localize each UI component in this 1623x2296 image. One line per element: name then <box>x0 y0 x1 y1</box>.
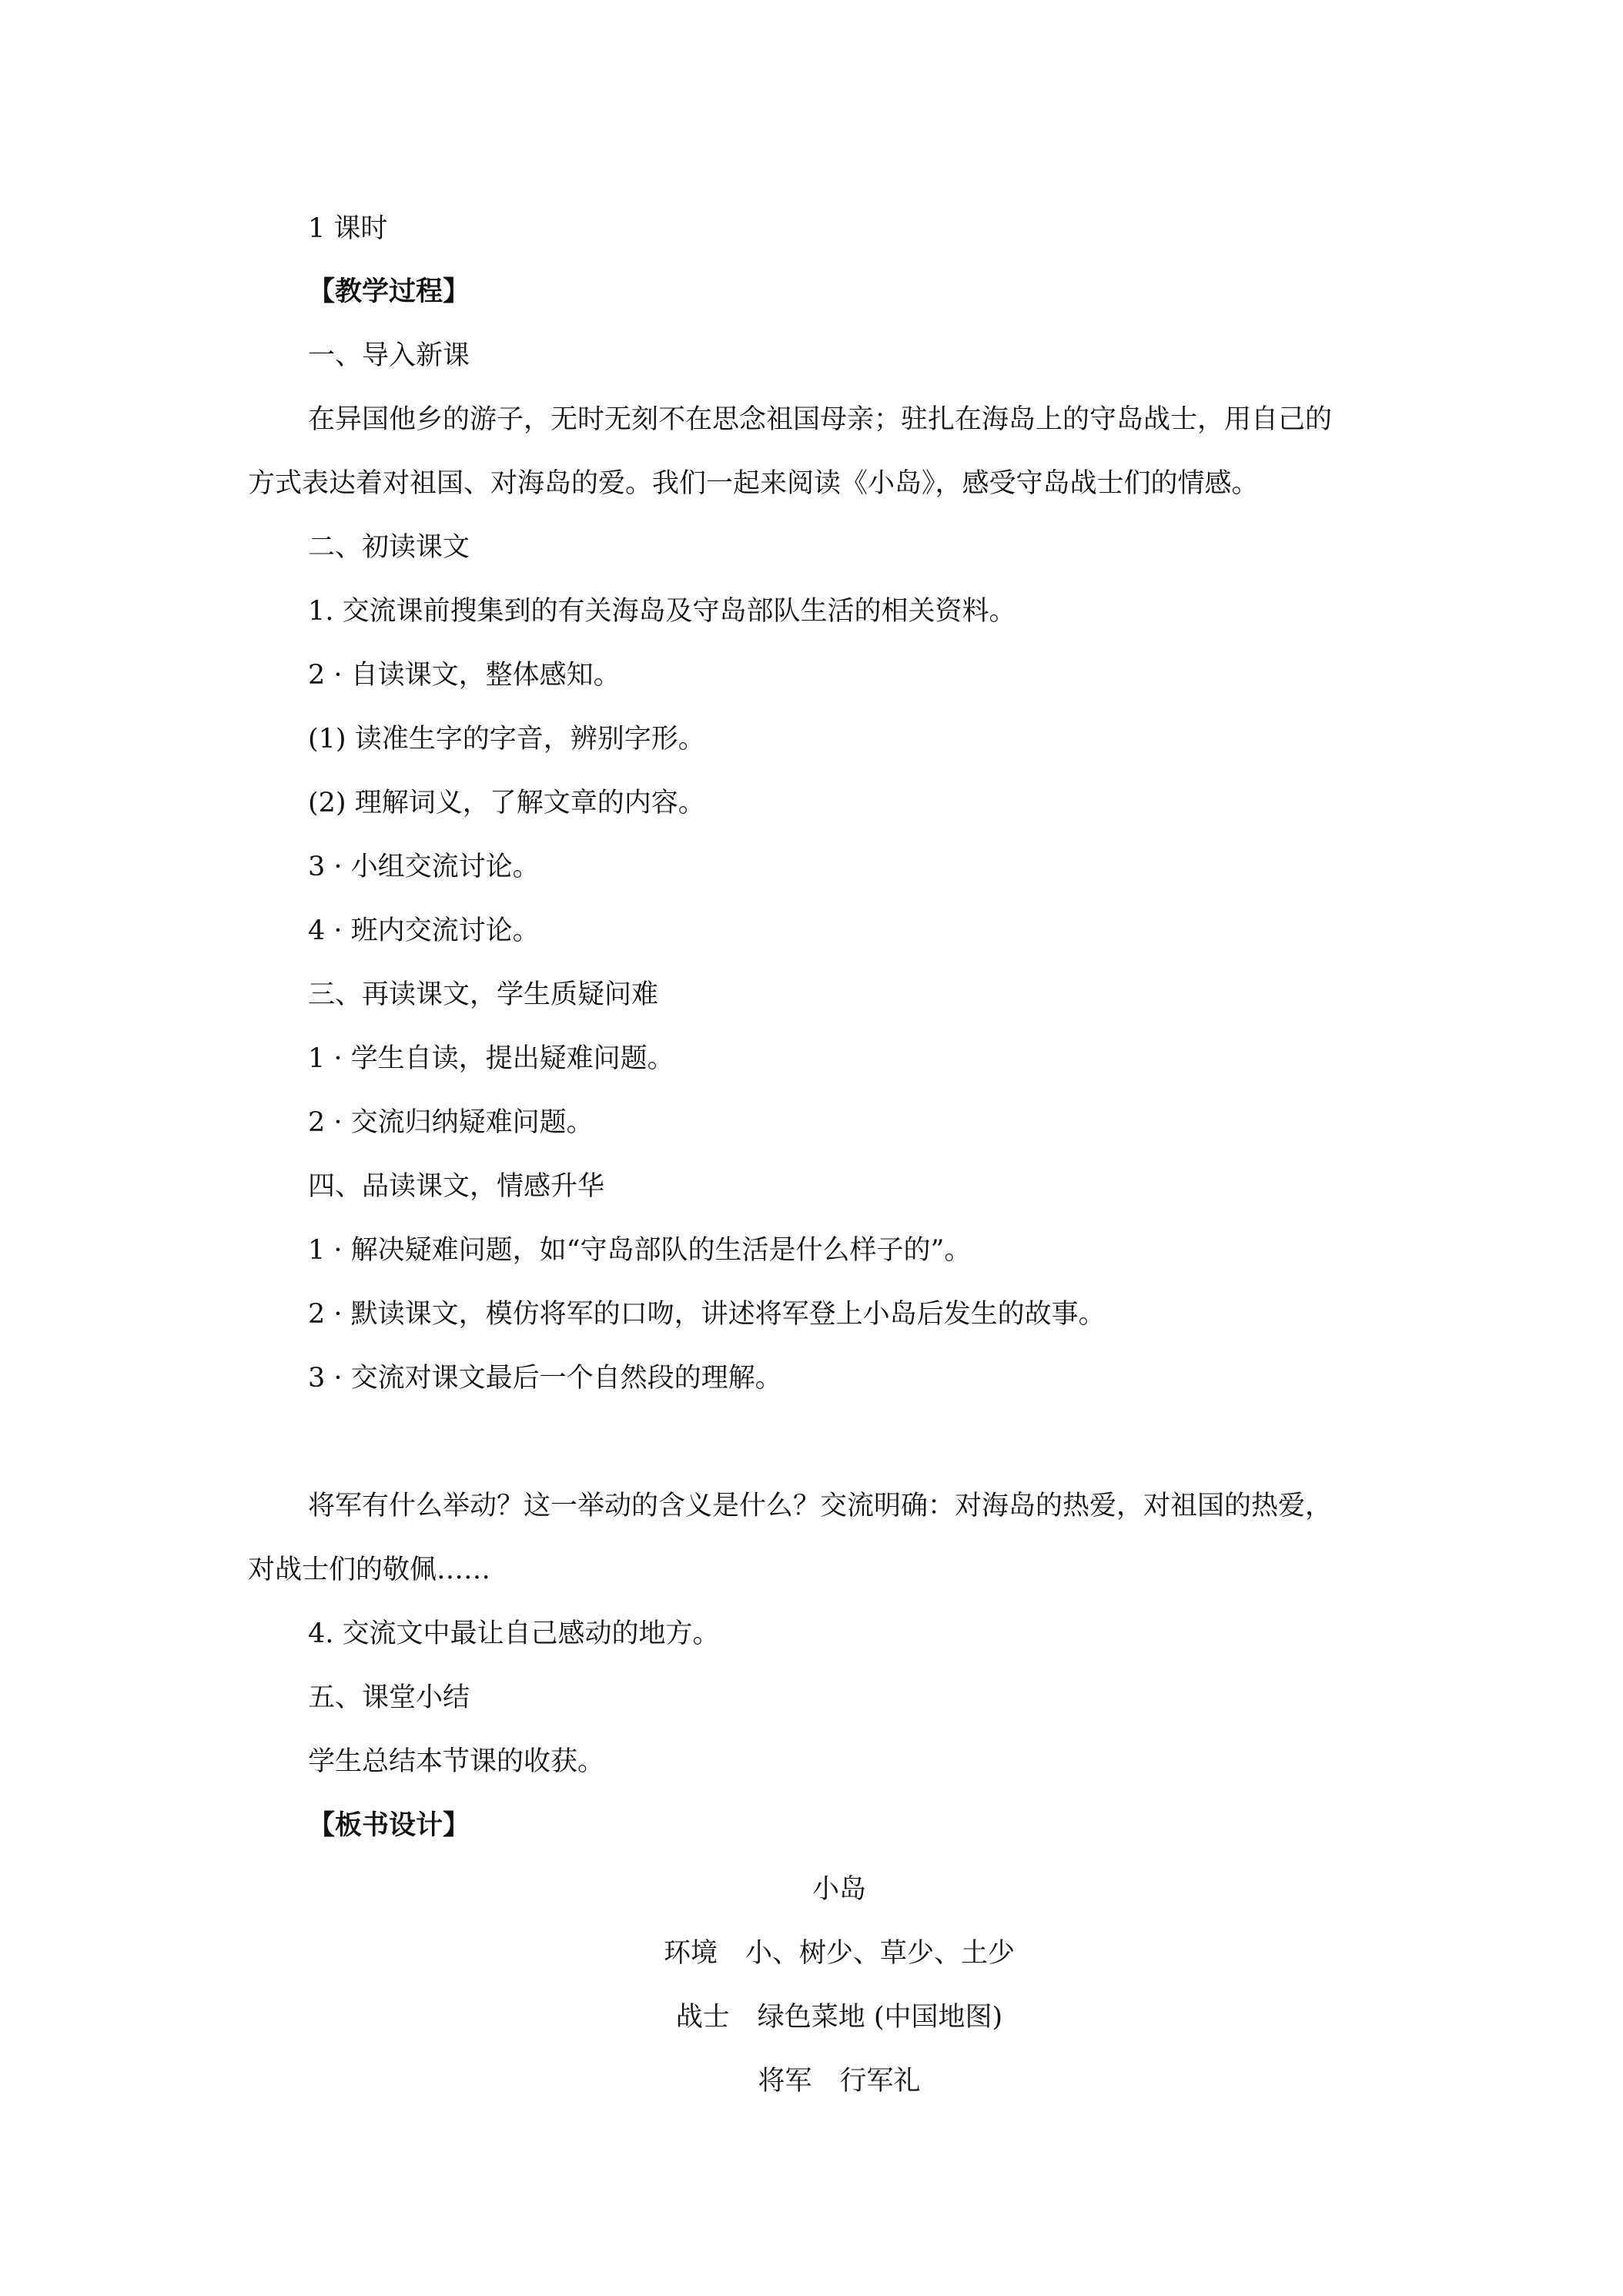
section-heading-rereading: 三、再读课文，学生质疑问难 <box>308 979 659 1010</box>
summary-paragraph: 学生总结本节课的收获。 <box>308 1746 605 1777</box>
list-item: 1 · 学生自读，提出疑难问题。 <box>308 1043 674 1074</box>
general-paragraph-line-2: 对战士们的敬佩…… <box>248 1555 491 1585</box>
board-row-environment <box>0 1935 1623 1972</box>
section-heading-appreciation: 四、品读课文，情感升华 <box>308 1171 605 1202</box>
board-row-label: 战士 <box>675 2002 730 2033</box>
list-item: 2 · 交流归纳疑难问题。 <box>308 1107 594 1138</box>
list-item: 4 · 班内交流讨论。 <box>308 915 540 946</box>
board-row-value: 小、树少、草少、土少 <box>745 1938 1016 1969</box>
list-item: 3 · 小组交流讨论。 <box>308 852 540 882</box>
section-heading-first-reading: 二、初读课文 <box>308 532 470 563</box>
sub-list-item: (2) 理解词义，了解文章的内容。 <box>308 788 705 818</box>
board-row-label: 将军 <box>758 2066 812 2097</box>
board-title: 小岛 <box>812 1874 866 1905</box>
board-row-value: 行军礼 <box>839 2066 921 2097</box>
list-item: 3 · 交流对课文最后一个自然段的理解。 <box>308 1363 782 1394</box>
board-row-general <box>0 2063 1623 2100</box>
board-row-soldiers <box>0 1999 1623 2036</box>
list-item: 1 · 解决疑难问题，如“守岛部队的生活是什么样子的”。 <box>308 1235 972 1266</box>
list-item: 1. 交流课前搜集到的有关海岛及守岛部队生活的相关资料。 <box>308 596 1016 627</box>
section-heading-intro: 一、导入新课 <box>308 340 470 371</box>
list-item: 2 · 默读课文，模仿将军的口吻，讲述将军登上小岛后发生的故事。 <box>308 1299 1106 1330</box>
list-item: 4. 交流文中最让自己感动的地方。 <box>308 1618 720 1649</box>
sub-list-item: (1) 读准生字的字音，辨别字形。 <box>308 724 705 755</box>
board-row-label: 环境 <box>663 1938 718 1969</box>
lesson-duration: 1 课时 <box>308 213 388 244</box>
section-heading-summary: 五、课堂小结 <box>308 1682 470 1713</box>
board-row-value: 绿色菜地 (中国地图) <box>757 2002 1003 2033</box>
list-item: 2 · 自读课文，整体感知。 <box>308 660 621 691</box>
general-paragraph-line-1: 将军有什么举动？这一举动的含义是什么？交流明确：对海岛的热爱，对祖国的热爱， <box>308 1491 1333 1521</box>
intro-paragraph-line-1: 在异国他乡的游子，无时无刻不在思念祖国母亲；驻扎在海岛上的守岛战士，用自己的 <box>308 404 1333 435</box>
process-heading: 【教学过程】 <box>308 276 470 307</box>
board-design-heading: 【板书设计】 <box>308 1809 470 1841</box>
intro-paragraph-line-2: 方式表达着对祖国、对海岛的爱。我们一起来阅读《小岛》，感受守岛战士们的情感。 <box>248 468 1259 499</box>
